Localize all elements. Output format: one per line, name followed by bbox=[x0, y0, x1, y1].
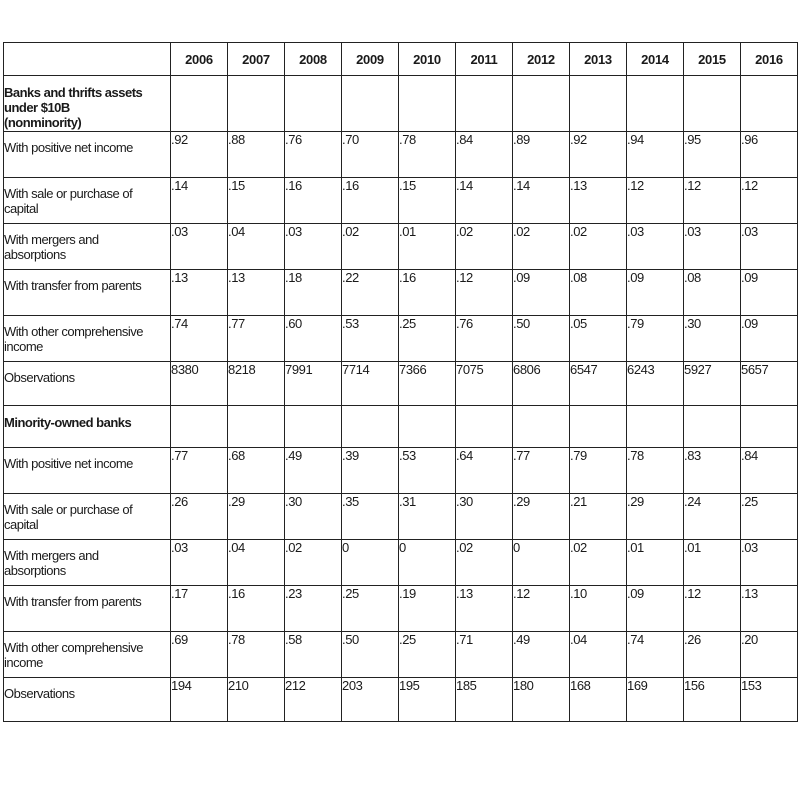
table-cell: .84 bbox=[456, 132, 513, 178]
table-cell: .31 bbox=[399, 494, 456, 540]
table-row bbox=[4, 132, 798, 178]
table-cell: .01 bbox=[627, 540, 684, 586]
table-cell: .02 bbox=[342, 224, 399, 270]
table-cell: .20 bbox=[741, 632, 798, 678]
table-row bbox=[4, 586, 798, 632]
table-cell: .53 bbox=[399, 448, 456, 494]
table-cell: .77 bbox=[171, 448, 228, 494]
table-cell: 210 bbox=[228, 678, 285, 722]
table-cell: 7991 bbox=[285, 362, 342, 406]
row-label: With mergers and absorptions bbox=[4, 540, 171, 586]
table-cell: .02 bbox=[570, 540, 627, 586]
table-cell: .78 bbox=[399, 132, 456, 178]
table-cell: .15 bbox=[228, 178, 285, 224]
table-cell: .21 bbox=[570, 494, 627, 540]
table-cell: .83 bbox=[684, 448, 741, 494]
year-header: 2014 bbox=[627, 43, 684, 76]
row-label: With positive net income bbox=[4, 448, 171, 494]
table-cell: .96 bbox=[741, 132, 798, 178]
table-cell: .03 bbox=[285, 224, 342, 270]
table-cell: .78 bbox=[627, 448, 684, 494]
table-cell: .04 bbox=[228, 540, 285, 586]
empty-cell bbox=[399, 76, 456, 132]
table-cell: 212 bbox=[285, 678, 342, 722]
table-cell: .02 bbox=[456, 224, 513, 270]
table-cell: .13 bbox=[171, 270, 228, 316]
table-row bbox=[4, 362, 798, 406]
table-cell: .19 bbox=[399, 586, 456, 632]
table-cell: 203 bbox=[342, 678, 399, 722]
table-cell: 0 bbox=[399, 540, 456, 586]
table-cell: .10 bbox=[570, 586, 627, 632]
table-cell: .08 bbox=[684, 270, 741, 316]
table-cell: .29 bbox=[228, 494, 285, 540]
table-cell: .02 bbox=[285, 540, 342, 586]
table-cell: .05 bbox=[570, 316, 627, 362]
empty-cell bbox=[342, 406, 399, 448]
empty-cell bbox=[741, 76, 798, 132]
table-cell: 8380 bbox=[171, 362, 228, 406]
table-cell: .03 bbox=[741, 224, 798, 270]
section-title: Banks and thrifts assets under $10B (nonminority) bbox=[4, 76, 171, 132]
empty-cell bbox=[570, 76, 627, 132]
table-cell: .08 bbox=[570, 270, 627, 316]
table-cell: .18 bbox=[285, 270, 342, 316]
year-header: 2016 bbox=[741, 43, 798, 76]
table-cell: 5657 bbox=[741, 362, 798, 406]
row-label: With positive net income bbox=[4, 132, 171, 178]
table-cell: .58 bbox=[285, 632, 342, 678]
table-cell: .09 bbox=[627, 586, 684, 632]
table-cell: 168 bbox=[570, 678, 627, 722]
empty-cell bbox=[627, 406, 684, 448]
header-corner-cell bbox=[4, 43, 171, 76]
table-cell: .76 bbox=[456, 316, 513, 362]
row-label: With mergers and absorptions bbox=[4, 224, 171, 270]
table-cell: .30 bbox=[684, 316, 741, 362]
table-cell: .12 bbox=[741, 178, 798, 224]
table-body bbox=[4, 76, 798, 722]
table-cell: .04 bbox=[228, 224, 285, 270]
year-header: 2007 bbox=[228, 43, 285, 76]
table-cell: .16 bbox=[285, 178, 342, 224]
empty-cell bbox=[456, 406, 513, 448]
table-cell: .68 bbox=[228, 448, 285, 494]
table-cell: .13 bbox=[228, 270, 285, 316]
table-cell: 0 bbox=[342, 540, 399, 586]
year-header: 2006 bbox=[171, 43, 228, 76]
table-cell: .12 bbox=[627, 178, 684, 224]
table-cell: .03 bbox=[171, 224, 228, 270]
table-cell: 194 bbox=[171, 678, 228, 722]
table-cell: .25 bbox=[399, 632, 456, 678]
row-label: With other comprehensive income bbox=[4, 316, 171, 362]
table-cell: .71 bbox=[456, 632, 513, 678]
table-cell: .15 bbox=[399, 178, 456, 224]
empty-cell bbox=[456, 76, 513, 132]
table-cell: .09 bbox=[627, 270, 684, 316]
table-cell: .89 bbox=[513, 132, 570, 178]
empty-cell bbox=[741, 406, 798, 448]
table-cell: .50 bbox=[513, 316, 570, 362]
row-label: With transfer from parents bbox=[4, 270, 171, 316]
row-label: With transfer from parents bbox=[4, 586, 171, 632]
row-label: Observations bbox=[4, 362, 171, 406]
table-cell: .88 bbox=[228, 132, 285, 178]
empty-cell bbox=[513, 406, 570, 448]
table-cell: 6243 bbox=[627, 362, 684, 406]
table-cell: .35 bbox=[342, 494, 399, 540]
table-row bbox=[4, 494, 798, 540]
table-cell: .12 bbox=[684, 178, 741, 224]
table-cell: .09 bbox=[513, 270, 570, 316]
empty-cell bbox=[285, 406, 342, 448]
table-cell: .03 bbox=[171, 540, 228, 586]
table-cell: .94 bbox=[627, 132, 684, 178]
section-header-row bbox=[4, 406, 798, 448]
table-cell: .79 bbox=[570, 448, 627, 494]
table-cell: .12 bbox=[684, 586, 741, 632]
year-header: 2008 bbox=[285, 43, 342, 76]
table-cell: .17 bbox=[171, 586, 228, 632]
empty-cell bbox=[342, 76, 399, 132]
section-title: Minority-owned banks bbox=[4, 406, 171, 448]
table-cell: 6547 bbox=[570, 362, 627, 406]
table-cell: .09 bbox=[741, 270, 798, 316]
table-cell: .70 bbox=[342, 132, 399, 178]
table-cell: .74 bbox=[171, 316, 228, 362]
empty-cell bbox=[627, 76, 684, 132]
table-cell: .02 bbox=[570, 224, 627, 270]
table-cell: .25 bbox=[342, 586, 399, 632]
year-header: 2013 bbox=[570, 43, 627, 76]
table-cell: .64 bbox=[456, 448, 513, 494]
table-cell: .13 bbox=[741, 586, 798, 632]
row-label: Observations bbox=[4, 678, 171, 722]
table-cell: .60 bbox=[285, 316, 342, 362]
year-header: 2011 bbox=[456, 43, 513, 76]
table-cell: .04 bbox=[570, 632, 627, 678]
table-row bbox=[4, 316, 798, 362]
table-cell: .30 bbox=[456, 494, 513, 540]
table-cell: .29 bbox=[513, 494, 570, 540]
table-row bbox=[4, 632, 798, 678]
year-header: 2009 bbox=[342, 43, 399, 76]
table-cell: .26 bbox=[684, 632, 741, 678]
table-cell: .03 bbox=[741, 540, 798, 586]
row-label: With sale or purchase of capital bbox=[4, 178, 171, 224]
table-cell: .53 bbox=[342, 316, 399, 362]
table-cell: .95 bbox=[684, 132, 741, 178]
table-cell: .77 bbox=[228, 316, 285, 362]
table-row bbox=[4, 178, 798, 224]
table-cell: .16 bbox=[399, 270, 456, 316]
empty-cell bbox=[513, 76, 570, 132]
table-cell: .26 bbox=[171, 494, 228, 540]
table-cell: .49 bbox=[513, 632, 570, 678]
table-cell: .01 bbox=[399, 224, 456, 270]
table-cell: .12 bbox=[456, 270, 513, 316]
table-row bbox=[4, 270, 798, 316]
table-cell: .25 bbox=[399, 316, 456, 362]
empty-cell bbox=[570, 406, 627, 448]
empty-cell bbox=[684, 406, 741, 448]
year-header: 2015 bbox=[684, 43, 741, 76]
table-cell: .03 bbox=[627, 224, 684, 270]
table-cell: .49 bbox=[285, 448, 342, 494]
table-cell: 0 bbox=[513, 540, 570, 586]
table-cell: 8218 bbox=[228, 362, 285, 406]
table-cell: .74 bbox=[627, 632, 684, 678]
table-cell: .92 bbox=[171, 132, 228, 178]
data-table bbox=[3, 42, 798, 722]
table-cell: 7366 bbox=[399, 362, 456, 406]
table-cell: 7714 bbox=[342, 362, 399, 406]
table-cell: 185 bbox=[456, 678, 513, 722]
row-label: With other comprehensive income bbox=[4, 632, 171, 678]
year-header: 2012 bbox=[513, 43, 570, 76]
table-cell: .16 bbox=[342, 178, 399, 224]
table-cell: 169 bbox=[627, 678, 684, 722]
year-header: 2010 bbox=[399, 43, 456, 76]
table-row bbox=[4, 540, 798, 586]
table-cell: .23 bbox=[285, 586, 342, 632]
table-cell: 7075 bbox=[456, 362, 513, 406]
table-cell: .30 bbox=[285, 494, 342, 540]
table-cell: 195 bbox=[399, 678, 456, 722]
table-cell: .78 bbox=[228, 632, 285, 678]
table-cell: 156 bbox=[684, 678, 741, 722]
table-cell: .92 bbox=[570, 132, 627, 178]
table-cell: .14 bbox=[456, 178, 513, 224]
empty-cell bbox=[228, 406, 285, 448]
header-row bbox=[4, 43, 798, 76]
table-cell: .02 bbox=[513, 224, 570, 270]
empty-cell bbox=[171, 406, 228, 448]
table-cell: .25 bbox=[741, 494, 798, 540]
table-cell: .14 bbox=[513, 178, 570, 224]
table-cell: .22 bbox=[342, 270, 399, 316]
table-cell: 153 bbox=[741, 678, 798, 722]
table-row bbox=[4, 678, 798, 722]
table-cell: .79 bbox=[627, 316, 684, 362]
empty-cell bbox=[171, 76, 228, 132]
table-cell: .09 bbox=[741, 316, 798, 362]
table-cell: .29 bbox=[627, 494, 684, 540]
table-cell: 180 bbox=[513, 678, 570, 722]
section-header-row bbox=[4, 76, 798, 132]
table-cell: .76 bbox=[285, 132, 342, 178]
empty-cell bbox=[399, 406, 456, 448]
table-cell: .01 bbox=[684, 540, 741, 586]
table-row bbox=[4, 448, 798, 494]
table-cell: .50 bbox=[342, 632, 399, 678]
table-cell: 6806 bbox=[513, 362, 570, 406]
table-cell: .13 bbox=[456, 586, 513, 632]
row-label: With sale or purchase of capital bbox=[4, 494, 171, 540]
table-cell: .24 bbox=[684, 494, 741, 540]
table-cell: .84 bbox=[741, 448, 798, 494]
table-cell: .02 bbox=[456, 540, 513, 586]
table-cell: .77 bbox=[513, 448, 570, 494]
table-row bbox=[4, 224, 798, 270]
table-cell: .39 bbox=[342, 448, 399, 494]
empty-cell bbox=[285, 76, 342, 132]
table-cell: .16 bbox=[228, 586, 285, 632]
table-cell: .03 bbox=[684, 224, 741, 270]
empty-cell bbox=[684, 76, 741, 132]
empty-cell bbox=[228, 76, 285, 132]
table-cell: .69 bbox=[171, 632, 228, 678]
table-cell: .13 bbox=[570, 178, 627, 224]
table-cell: 5927 bbox=[684, 362, 741, 406]
table-cell: .14 bbox=[171, 178, 228, 224]
table-cell: .12 bbox=[513, 586, 570, 632]
